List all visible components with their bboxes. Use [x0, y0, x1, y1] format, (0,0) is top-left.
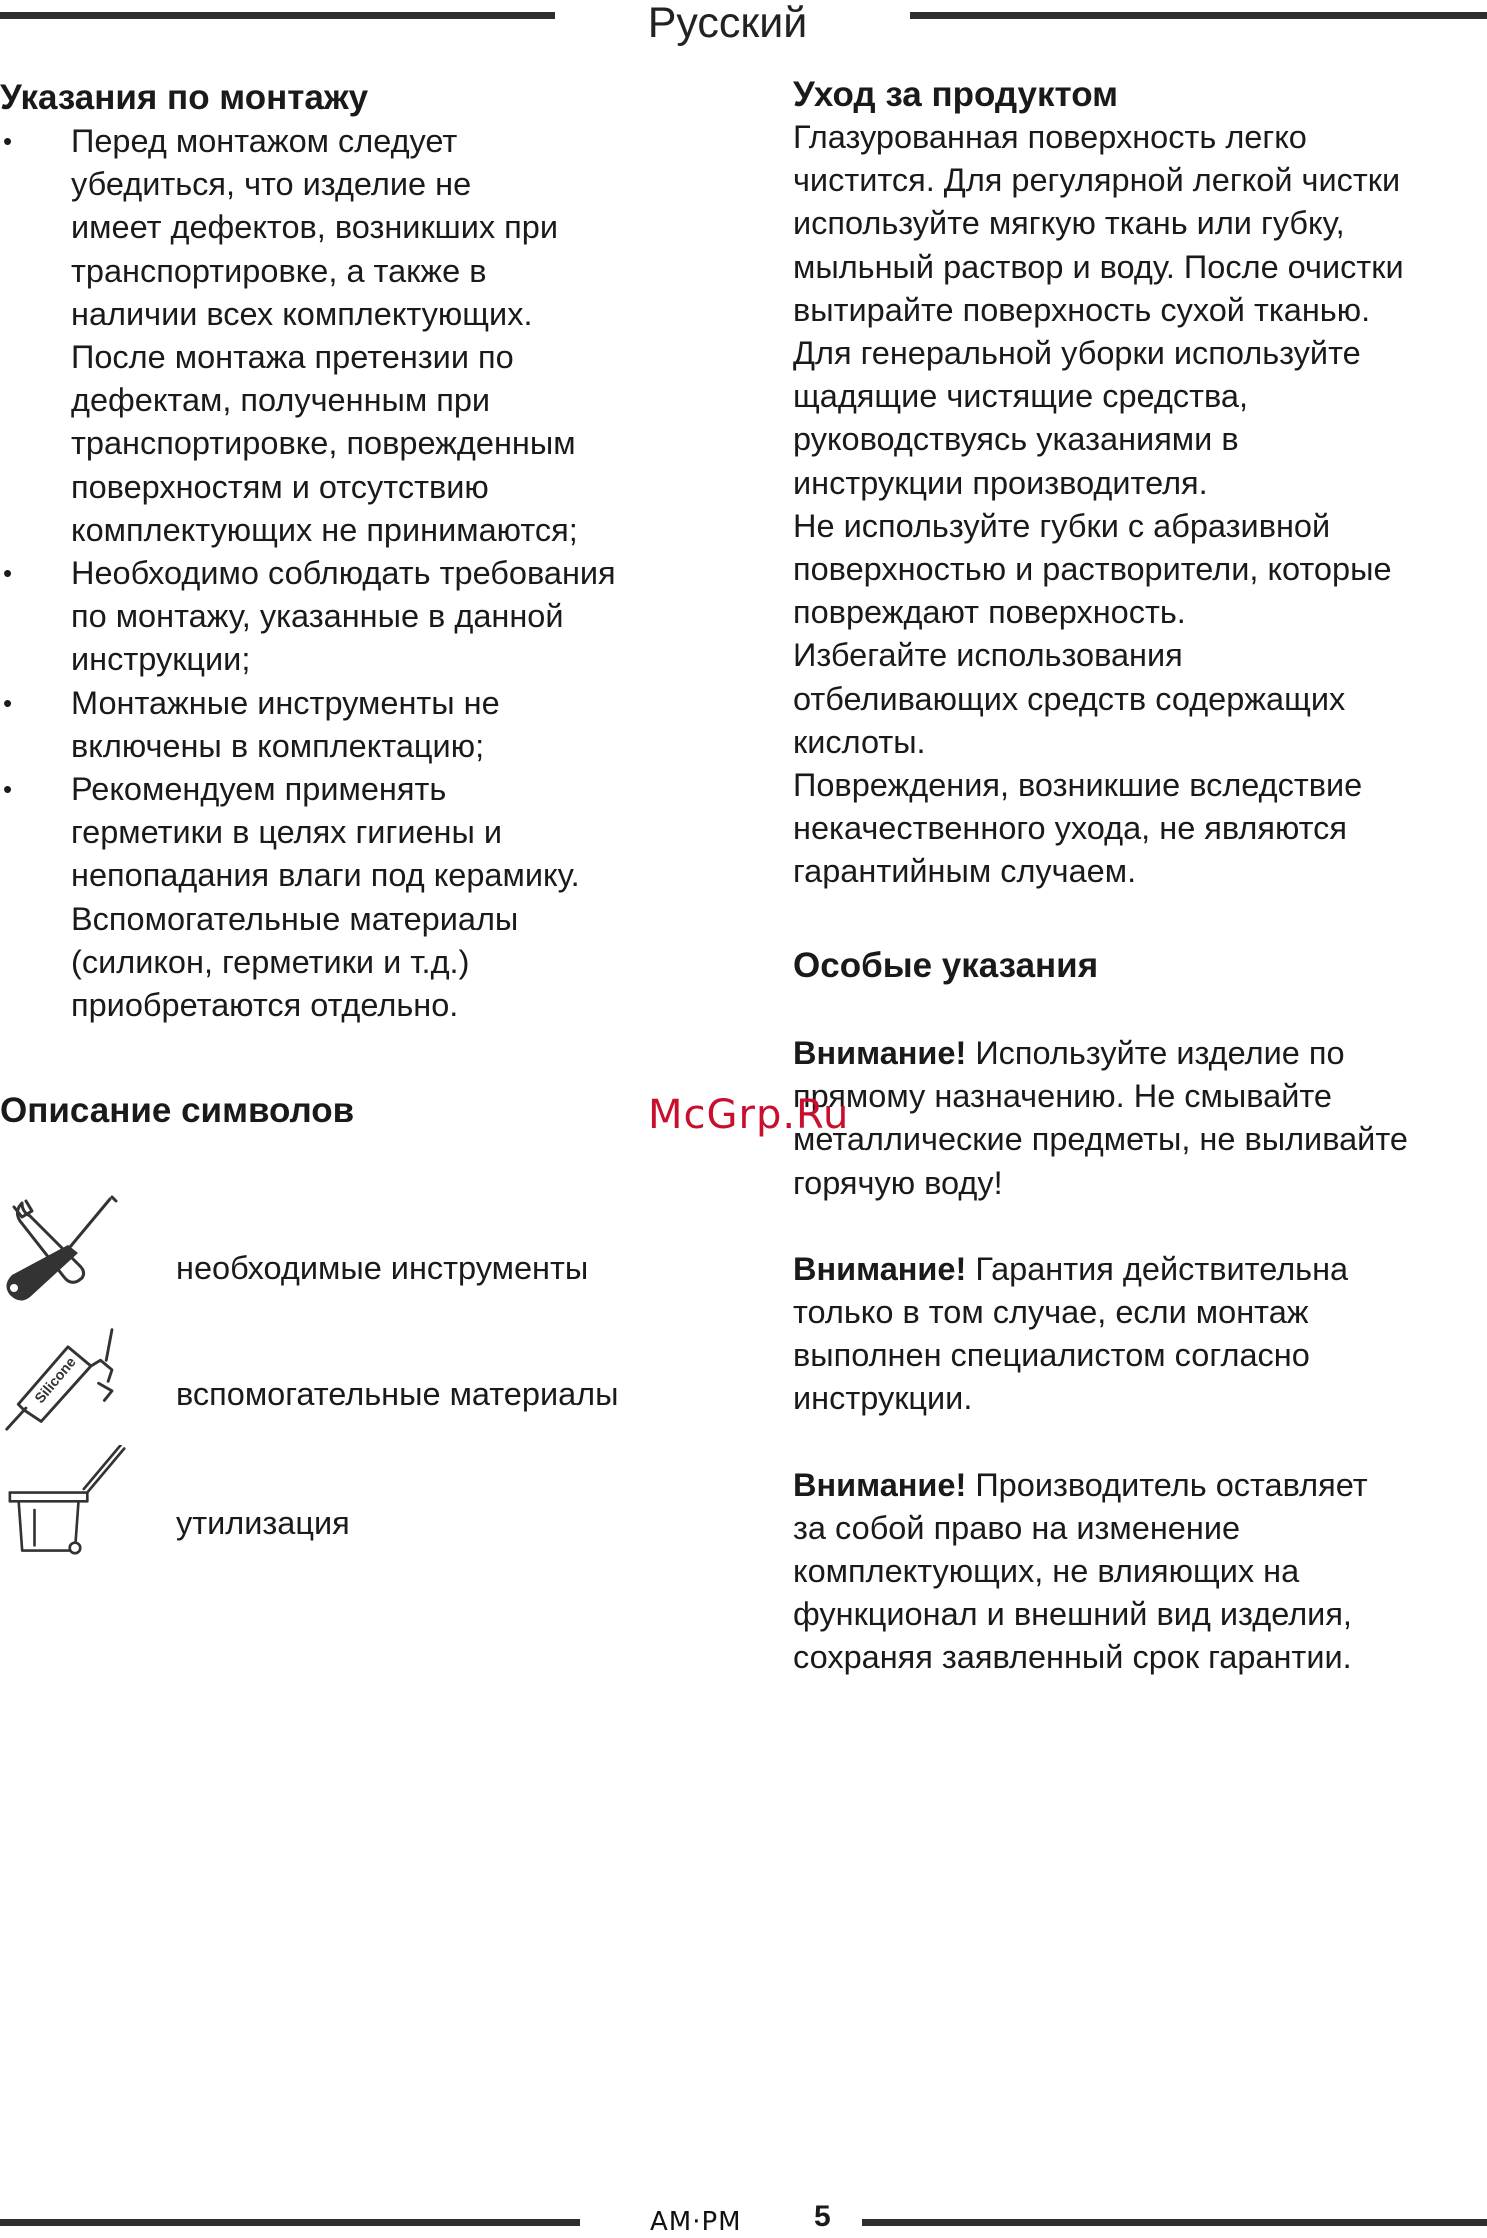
list-item-line: Вспомогательные материалы [71, 900, 519, 937]
care-text-line: руководствуясь указаниями в [793, 421, 1239, 458]
warning-line: за собой право на изменение [793, 1509, 1241, 1546]
warning-block [793, 1032, 1483, 1205]
care-text-line: Избегайте использования [793, 637, 1183, 674]
list-item-line: наличии всех комплектующих. [71, 295, 533, 332]
warning-text: Производитель оставляет [975, 1466, 1368, 1503]
page-number: 5 [814, 2200, 831, 2233]
warning-line: прямому назначению. Не смывайте [793, 1078, 1332, 1115]
brand-logo [648, 2204, 760, 2234]
warning-first-line [793, 1248, 1483, 1291]
list-item-line: убедиться, что изделие не [71, 166, 472, 203]
care-text-line: мыльный раствор и воду. После очистки [793, 248, 1404, 285]
care-text-line: Повреждения, возникшие вследствие [793, 767, 1363, 804]
care-text-line: кислоты. [793, 723, 926, 760]
warning-line: выполнен специалистом согласно [793, 1337, 1310, 1374]
list-item [0, 120, 700, 552]
list-item-line: • Рекомендуем применять [71, 771, 447, 808]
symbol-row-tools [0, 1195, 700, 1305]
warning-line: функционал и внешний вид изделия, [793, 1596, 1352, 1633]
symbol-row-disposal [0, 1445, 700, 1555]
care-text-line: чистится. Для регулярной легкой чистки [793, 162, 1401, 199]
list-item-line: комплектующих не принимаются; [71, 511, 578, 548]
warning-block [793, 1248, 1483, 1421]
left-column [0, 76, 700, 1027]
symbols-heading: Описание символов [0, 1091, 355, 1130]
warning-line: горячую воду! [793, 1164, 1003, 1201]
care-text-line: гарантийным случаем. [793, 853, 1137, 890]
list-item-line: • Необходимо соблюдать требования [71, 555, 616, 592]
silicone-icon-text: Silicone [32, 1354, 80, 1407]
list-item-line: непопадания влаги под керамику. [71, 857, 580, 894]
care-text-line: некачественного ухода, не являются [793, 810, 1348, 847]
header-rule-right [910, 12, 1487, 19]
care-text-line: используйте мягкую ткань или губку, [793, 205, 1345, 242]
tools-icon [0, 1195, 135, 1305]
warning-first-line [793, 1464, 1483, 1507]
list-item-line: • Перед монтажом следует [71, 123, 458, 159]
care-text-line: отбеливающих средств содержащих [793, 680, 1346, 717]
special-heading: Особые указания [793, 946, 1099, 985]
warning-text: Гарантия действительна [975, 1250, 1349, 1287]
care-text-line: поверхностью и растворители, которые [793, 551, 1392, 588]
care-heading: Уход за продуктом [793, 75, 1119, 114]
right-column [793, 76, 1483, 894]
warning-line: только в том случае, если монтаж [793, 1294, 1309, 1331]
list-item-line: включены в комплектацию; [71, 727, 485, 764]
list-item-line: • Монтажные инструменты не [71, 684, 500, 721]
care-text-line: Глазурованная поверхность легко [793, 119, 1307, 155]
silicone-gun-icon [0, 1322, 135, 1432]
footer-rule-right [862, 2219, 1487, 2226]
list-item-line: (силикон, герметики и т.д.) [71, 943, 470, 980]
svg-text:AM·PM: AM·PM [650, 2207, 742, 2234]
list-item-line: дефектам, полученным при [71, 382, 491, 419]
mounting-heading: Указания по монтажу [0, 78, 369, 117]
list-item-line: инструкции; [71, 641, 251, 678]
care-text-line: вытирайте поверхность сухой тканью. [793, 291, 1371, 328]
trash-bin-icon [0, 1445, 135, 1555]
header-rule-left [0, 12, 555, 19]
mounting-list [0, 120, 700, 1027]
warning-text: Используйте изделие по [975, 1035, 1345, 1071]
list-item-line: приобретаются отдельно. [71, 987, 459, 1024]
footer-rule-left [0, 2219, 580, 2226]
language-title: Русский [647, 0, 808, 47]
warning-line: металлические предметы, не выливайте [793, 1121, 1408, 1158]
care-text-line: повреждают поверхность. [793, 594, 1186, 631]
care-text-line: щадящие чистящие средства, [793, 378, 1248, 415]
list-item-line: После монтажа претензии по [71, 339, 514, 376]
warning-line: комплектующих, не влияющих на [793, 1553, 1300, 1590]
care-text [793, 116, 1483, 894]
care-text-line: инструкции производителя. [793, 464, 1208, 501]
list-item [0, 682, 700, 768]
list-item-line: по монтажу, указанные в данной [71, 598, 564, 635]
warning-line: сохраняя заявленный срок гарантии. [793, 1639, 1352, 1676]
warnings [793, 1032, 1483, 1680]
list-item [0, 552, 700, 682]
list-item-line: транспортировке, а также в [71, 252, 487, 289]
list-item-line: герметики в целях гигиены и [71, 814, 503, 851]
list-item-line: поверхностям и отсутствию [71, 468, 489, 505]
care-text-line: Для генеральной уборки используйте [793, 335, 1361, 372]
care-text-line: Не используйте губки с абразивной [793, 507, 1331, 544]
symbol-label-tools: необходимые инструменты [176, 1250, 589, 1286]
warning-label: Внимание! [793, 1035, 967, 1071]
warning-first-line [793, 1032, 1483, 1075]
warning-label: Внимание! [793, 1250, 967, 1287]
warning-line: инструкции. [793, 1380, 973, 1417]
watermark: McGrp.Ru [648, 1092, 850, 1138]
list-item-line: транспортировке, поврежденным [71, 425, 576, 462]
list-item-line: имеет дефектов, возникших при [71, 209, 559, 246]
list-item [0, 768, 700, 1027]
warning-label: Внимание! [793, 1466, 967, 1503]
warning-block [793, 1464, 1483, 1680]
symbol-row-materials [0, 1322, 700, 1432]
symbol-label-disposal: утилизация [176, 1505, 350, 1541]
symbol-label-materials: вспомогательные материалы [176, 1376, 619, 1412]
